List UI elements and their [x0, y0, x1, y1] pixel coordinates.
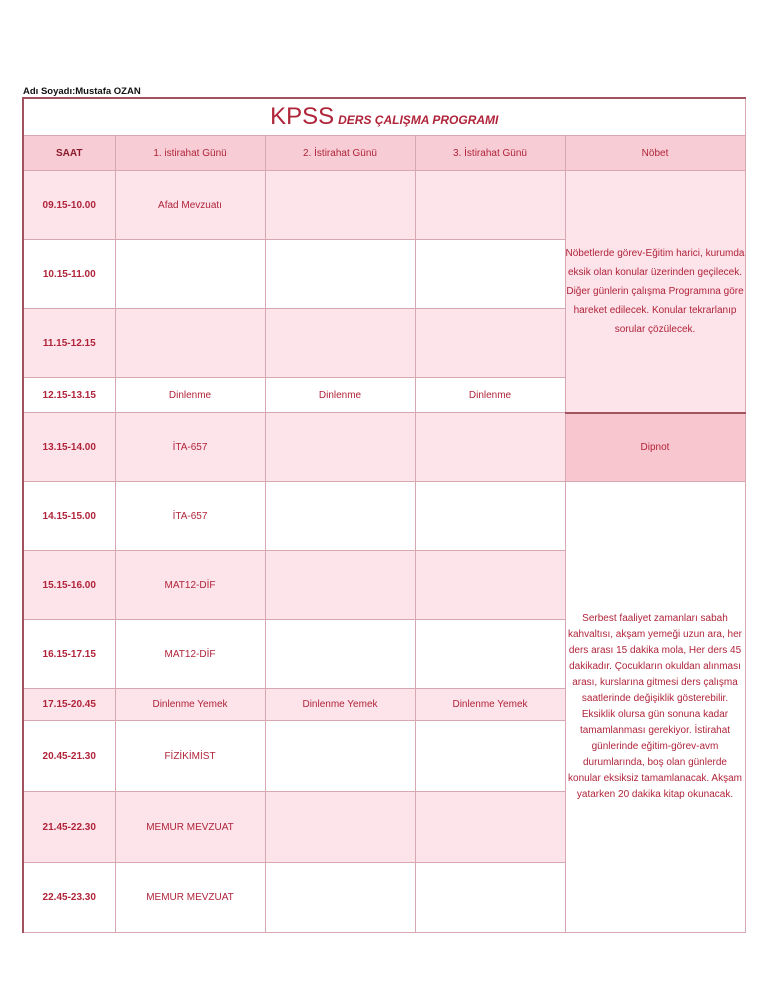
student-name: Adı Soyadı:Mustafa OZAN [23, 86, 141, 97]
day1-cell: Dinlenme [115, 378, 265, 413]
header-day-2: 2. İstirahat Günü [265, 136, 415, 171]
day1-cell: MAT12-DİF [115, 620, 265, 689]
day2-cell [265, 551, 415, 620]
day2-cell [265, 240, 415, 309]
day3-cell [415, 171, 565, 240]
day3-cell [415, 792, 565, 863]
day2-cell [265, 482, 415, 551]
study-schedule-table [22, 97, 746, 933]
time-cell: 12.15-13.15 [23, 378, 115, 413]
day3-cell [415, 413, 565, 482]
header-day-1: 1. istirahat Günü [115, 136, 265, 171]
dipnot-note: Serbest faaliyet zamanları sabah kahvaltısı, akşam yemeği uzun ara, her ders arası 15 dakika mola, Her ders 45 dakikadır. Çocukların okuldan alınması arası, kurslarına gitmesi ders çalışma saatlerinde değişiklik gösterebilir. Eksiklik olursa gün sonuna kadar tamamlanması gerekiyor. İstirahat günlerinde eğitim-görev-avm durumlarında, boş olan günlerde konular eksiksiz tamamlanacak. Akşam yatarken 20 dakika kitap okunacak. [565, 482, 745, 933]
day2-cell [265, 721, 415, 792]
day3-cell [415, 309, 565, 378]
title-main: KPSS [270, 103, 335, 130]
time-cell: 20.45-21.30 [23, 721, 115, 792]
time-cell: 16.15-17.15 [23, 620, 115, 689]
dipnot-header: Dipnot [565, 413, 745, 482]
header-nobet: Nöbet [565, 136, 745, 171]
time-cell: 17.15-20.45 [23, 689, 115, 721]
title-sub: DERS ÇALIŞMA PROGRAMI [338, 113, 499, 127]
day1-cell: Dinlenme Yemek [115, 689, 265, 721]
nobet-note: Nöbetlerde görev-Eğitim harici, kurumda eksik olan konular üzerinden geçilecek. Diğer günlerin çalışma Programına göre hareket edilecek. Konular tekrarlanıp sorular çözülecek. [565, 171, 745, 413]
day2-cell [265, 792, 415, 863]
time-cell: 15.15-16.00 [23, 551, 115, 620]
day1-cell: Afad Mevzuatı [115, 171, 265, 240]
time-cell: 11.15-12.15 [23, 309, 115, 378]
day1-cell [115, 309, 265, 378]
day2-cell [265, 413, 415, 482]
day3-cell [415, 551, 565, 620]
day3-cell [415, 240, 565, 309]
header-day-3: 3. İstirahat Günü [415, 136, 565, 171]
day2-cell [265, 863, 415, 933]
day2-cell [265, 620, 415, 689]
day2-cell [265, 171, 415, 240]
time-cell: 14.15-15.00 [23, 482, 115, 551]
day1-cell: MEMUR MEVZUAT [115, 863, 265, 933]
day2-cell: Dinlenme [265, 378, 415, 413]
day1-cell: İTA-657 [115, 413, 265, 482]
day1-cell: FİZİKİMİST [115, 721, 265, 792]
day2-cell: Dinlenme Yemek [265, 689, 415, 721]
title-row [23, 98, 745, 136]
time-cell: 13.15-14.00 [23, 413, 115, 482]
day3-cell [415, 620, 565, 689]
day3-cell [415, 863, 565, 933]
day1-cell: İTA-657 [115, 482, 265, 551]
day3-cell [415, 482, 565, 551]
day1-cell: MAT12-DİF [115, 551, 265, 620]
day3-cell: Dinlenme Yemek [415, 689, 565, 721]
day1-cell: MEMUR MEVZUAT [115, 792, 265, 863]
header-saat: SAAT [23, 136, 115, 171]
time-cell: 22.45-23.30 [23, 863, 115, 933]
time-cell: 21.45-22.30 [23, 792, 115, 863]
time-cell: 10.15-11.00 [23, 240, 115, 309]
day1-cell [115, 240, 265, 309]
day3-cell [415, 721, 565, 792]
day3-cell: Dinlenme [415, 378, 565, 413]
time-cell: 09.15-10.00 [23, 171, 115, 240]
day2-cell [265, 309, 415, 378]
